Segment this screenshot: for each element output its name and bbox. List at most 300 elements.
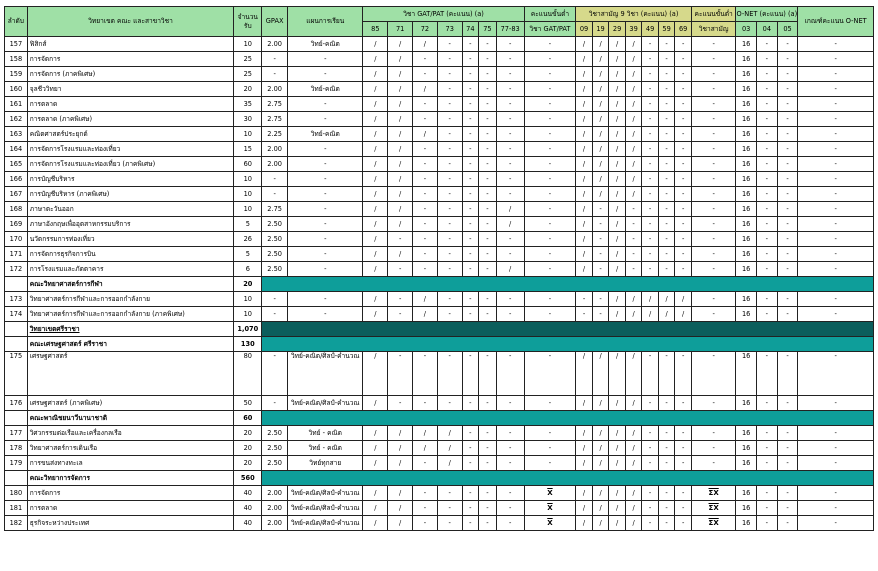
row-no: 181 (5, 501, 28, 516)
header-name: วิทยาเขต คณะ และสาขาวิชา (27, 7, 234, 37)
quota-cell: 20 (234, 441, 262, 456)
onet-cell: - (757, 396, 778, 411)
common-cell: / (625, 82, 642, 97)
faculty-row (5, 277, 874, 292)
onet-cell: 16 (736, 426, 757, 441)
common-cell: / (625, 142, 642, 157)
table-row (5, 307, 874, 322)
gat-cell: - (462, 52, 479, 67)
common-cell: / (576, 486, 593, 501)
onet-cell: - (777, 67, 798, 82)
program-name: การจัดการ (27, 486, 234, 501)
min-common-cell: - (691, 247, 735, 262)
plan-cell: - (288, 292, 363, 307)
common-cell: / (625, 396, 642, 411)
common-cell: / (609, 142, 626, 157)
min-common-cell: - (691, 187, 735, 202)
quota-cell: 40 (234, 516, 262, 531)
gat-col-72: 72 (413, 22, 438, 37)
common-cell: / (609, 217, 626, 232)
common-cell: - (675, 97, 692, 112)
common-cell: / (576, 67, 593, 82)
common-cell: / (592, 352, 609, 396)
gat-cell: / (363, 396, 388, 411)
onet-cell: - (777, 441, 798, 456)
onet-criteria-cell: - (798, 501, 874, 516)
row-no: 176 (5, 396, 28, 411)
row-no: 170 (5, 232, 28, 247)
gat-cell: - (413, 187, 438, 202)
plan-cell: วิทย์ทุกสาย (288, 456, 363, 471)
row-no (5, 322, 28, 337)
table-row (5, 37, 874, 52)
onet-criteria-cell: - (798, 292, 874, 307)
gat-cell: - (462, 217, 479, 232)
gat-cell: - (496, 142, 524, 157)
gat-cell: / (388, 441, 413, 456)
header-min-common-sub: วิชาสามัญ (691, 22, 735, 37)
gat-cell: - (479, 247, 497, 262)
gat-cell: - (496, 307, 524, 322)
onet-criteria-cell: - (798, 67, 874, 82)
common-cell: / (609, 501, 626, 516)
common-cell: - (642, 516, 659, 531)
table-row (5, 217, 874, 232)
gat-cell: - (462, 396, 479, 411)
common-cell: / (592, 82, 609, 97)
row-no: 160 (5, 82, 28, 97)
gpax-cell: 2.50 (262, 456, 288, 471)
min-common-cell: - (691, 217, 735, 232)
min-common-cell: - (691, 52, 735, 67)
gat-cell: - (462, 262, 479, 277)
gat-col-73: 73 (437, 22, 462, 37)
gat-cell: - (462, 456, 479, 471)
min-common-cell: - (691, 441, 735, 456)
plan-cell: - (288, 262, 363, 277)
common-cell: / (576, 262, 593, 277)
gat-cell: - (479, 142, 497, 157)
gat-cell: - (496, 157, 524, 172)
plan-cell: - (288, 172, 363, 187)
gat-cell: - (479, 292, 497, 307)
gat-cell: / (388, 456, 413, 471)
min-common-cell: - (691, 292, 735, 307)
onet-cell: - (777, 307, 798, 322)
gat-cell: - (479, 456, 497, 471)
gat-cell: / (363, 307, 388, 322)
gat-cell: - (462, 97, 479, 112)
gat-cell: - (437, 486, 462, 501)
gpax-cell: 2.00 (262, 142, 288, 157)
common-cell: / (625, 97, 642, 112)
table-row (5, 501, 874, 516)
common-cell: / (592, 501, 609, 516)
common-cell: / (609, 486, 626, 501)
common-cell: / (625, 486, 642, 501)
onet-cell: - (777, 127, 798, 142)
gat-cell: / (363, 82, 388, 97)
gat-cell: - (479, 516, 497, 531)
onet-criteria-cell: - (798, 202, 874, 217)
program-name: การจัดการโรงแรมและท่องเที่ยว (27, 142, 234, 157)
min-common-cell: - (691, 127, 735, 142)
common-cell: / (658, 292, 675, 307)
onet-cell: - (777, 426, 798, 441)
common-cell: - (675, 426, 692, 441)
gat-cell: / (363, 67, 388, 82)
gpax-cell: 2.50 (262, 217, 288, 232)
onet-cell: - (777, 501, 798, 516)
onet-criteria-cell: - (798, 172, 874, 187)
min-gat-cell: - (524, 52, 576, 67)
program-name: ภาษาตะวันออก (27, 202, 234, 217)
group-name: คณะวิทยาศาสตร์การกีฬา (27, 277, 234, 292)
gat-cell: - (496, 516, 524, 531)
common-cell: / (576, 441, 593, 456)
gat-cell: - (388, 352, 413, 396)
header-onet: O-NET (คะแนน) (a) (736, 7, 798, 22)
table-row (5, 142, 874, 157)
common-cell: / (609, 247, 626, 262)
program-name: การจัดการ (ภาคพิเศษ) (27, 67, 234, 82)
group-band (262, 277, 874, 292)
onet-cell: - (757, 352, 778, 396)
plan-cell: วิทย์-คณิต (288, 82, 363, 97)
common-cell: / (675, 292, 692, 307)
faculty-row (5, 471, 874, 486)
gat-cell: - (413, 142, 438, 157)
faculty-row (5, 337, 874, 352)
gat-cell: - (437, 82, 462, 97)
gat-cell: - (496, 292, 524, 307)
header-onet-criteria: เกณฑ์คะแนน O-NET (798, 7, 874, 37)
plan-cell: วิทย์-คณิต/ศิลป์-คำนวณ (288, 486, 363, 501)
onet-cell: 16 (736, 82, 757, 97)
onet-cell: 16 (736, 516, 757, 531)
gat-cell: - (479, 486, 497, 501)
common-cell: - (642, 456, 659, 471)
common-cell: / (609, 37, 626, 52)
onet-col-03: 03 (736, 22, 757, 37)
gat-cell: / (363, 441, 388, 456)
onet-cell: - (777, 352, 798, 396)
min-common-cell: - (691, 82, 735, 97)
common-cell: - (658, 486, 675, 501)
gat-cell: / (413, 441, 438, 456)
group-quota: 130 (234, 337, 262, 352)
min-common-cell: - (691, 456, 735, 471)
min-gat-cell: $\overline{X}$ (524, 501, 576, 516)
gat-cell: - (437, 97, 462, 112)
table-row (5, 97, 874, 112)
onet-cell: - (777, 217, 798, 232)
admission-table (4, 6, 874, 531)
common-cell: / (576, 142, 593, 157)
onet-cell: 16 (736, 97, 757, 112)
common-cell: - (642, 202, 659, 217)
common-cell: / (576, 52, 593, 67)
common-cell: - (675, 262, 692, 277)
onet-cell: 16 (736, 352, 757, 396)
onet-cell: - (777, 202, 798, 217)
gpax-cell: 2.50 (262, 426, 288, 441)
program-name: เศรษฐศาสตร์ (ภาคพิเศษ) (27, 396, 234, 411)
common-cell: / (576, 232, 593, 247)
min-gat-cell: - (524, 247, 576, 262)
gat-col-74: 74 (462, 22, 479, 37)
common-col-29: 29 (609, 22, 626, 37)
gat-cell: - (496, 187, 524, 202)
onet-cell: 16 (736, 202, 757, 217)
quota-cell: 10 (234, 292, 262, 307)
row-no: 182 (5, 516, 28, 531)
gpax-cell: 2.00 (262, 486, 288, 501)
min-common-cell: - (691, 37, 735, 52)
header-plan: แผนการเรียน (288, 7, 363, 37)
gpax-cell: 2.50 (262, 247, 288, 262)
gat-cell: - (413, 172, 438, 187)
gat-cell: - (437, 67, 462, 82)
gat-cell: - (388, 396, 413, 411)
onet-cell: - (777, 247, 798, 262)
gat-cell: / (388, 501, 413, 516)
onet-cell: 16 (736, 456, 757, 471)
row-no: 177 (5, 426, 28, 441)
common-cell: - (658, 352, 675, 396)
onet-criteria-cell: - (798, 486, 874, 501)
gat-cell: - (413, 202, 438, 217)
program-name: วิศวกรรมต่อเรือและเครื่องกลเรือ (27, 426, 234, 441)
onet-criteria-cell: - (798, 247, 874, 262)
gat-cell: / (413, 426, 438, 441)
gat-cell: - (496, 501, 524, 516)
program-name: การตลาด (27, 501, 234, 516)
min-gat-cell: - (524, 217, 576, 232)
common-cell: - (642, 352, 659, 396)
table-body (5, 37, 874, 531)
common-cell: - (658, 247, 675, 262)
plan-cell: - (288, 247, 363, 262)
common-cell: / (625, 516, 642, 531)
common-col-19: 19 (592, 22, 609, 37)
common-cell: / (576, 187, 593, 202)
gat-cell: / (363, 127, 388, 142)
common-cell: / (642, 307, 659, 322)
onet-cell: - (777, 52, 798, 67)
common-cell: / (576, 202, 593, 217)
gat-cell: - (462, 172, 479, 187)
quota-cell: 6 (234, 262, 262, 277)
min-gat-cell: - (524, 97, 576, 112)
program-name: เศรษฐศาสตร์ (27, 352, 234, 396)
common-cell: / (625, 37, 642, 52)
group-name: วิทยาเขตศรีราชา (27, 322, 234, 337)
gpax-cell: 2.50 (262, 441, 288, 456)
gpax-cell: 2.00 (262, 516, 288, 531)
common-cell: / (576, 456, 593, 471)
common-cell: - (658, 157, 675, 172)
gat-cell: - (437, 396, 462, 411)
common-cell: - (658, 232, 675, 247)
min-common-cell: - (691, 426, 735, 441)
min-gat-cell: - (524, 456, 576, 471)
gat-cell: / (363, 142, 388, 157)
plan-cell: - (288, 187, 363, 202)
gpax-cell: - (262, 307, 288, 322)
header-row-1 (5, 7, 874, 22)
quota-cell: 40 (234, 501, 262, 516)
common-cell: - (658, 112, 675, 127)
common-cell: / (609, 202, 626, 217)
min-gat-cell: - (524, 67, 576, 82)
min-gat-cell: - (524, 292, 576, 307)
gat-cell: - (462, 486, 479, 501)
common-cell: / (625, 172, 642, 187)
gat-cell: / (388, 516, 413, 531)
common-cell: - (675, 516, 692, 531)
header-gpax: GPAX (262, 7, 288, 37)
gat-cell: - (437, 127, 462, 142)
common-cell: - (658, 262, 675, 277)
gat-cell: - (437, 172, 462, 187)
row-no: 172 (5, 262, 28, 277)
gpax-cell: - (262, 352, 288, 396)
onet-cell: 16 (736, 501, 757, 516)
onet-criteria-cell: - (798, 187, 874, 202)
row-no: 162 (5, 112, 28, 127)
gpax-cell: 2.00 (262, 37, 288, 52)
common-cell: - (658, 142, 675, 157)
onet-cell: 16 (736, 172, 757, 187)
min-gat-cell: - (524, 262, 576, 277)
common-cell: / (625, 112, 642, 127)
gat-cell: - (437, 292, 462, 307)
common-cell: - (658, 217, 675, 232)
gat-cell: - (496, 172, 524, 187)
gat-cell: - (413, 516, 438, 531)
common-cell: - (675, 232, 692, 247)
common-cell: / (609, 172, 626, 187)
row-no: 165 (5, 157, 28, 172)
plan-cell: - (288, 112, 363, 127)
common-cell: / (592, 486, 609, 501)
common-cell: / (609, 516, 626, 531)
onet-cell: - (777, 142, 798, 157)
common-cell: / (592, 396, 609, 411)
gat-cell: / (388, 112, 413, 127)
common-cell: - (592, 307, 609, 322)
common-cell: - (642, 217, 659, 232)
onet-col-05: 05 (777, 22, 798, 37)
quota-cell: 60 (234, 157, 262, 172)
faculty-row (5, 411, 874, 426)
plan-cell: วิทย์-คณิต (288, 127, 363, 142)
row-no: 179 (5, 456, 28, 471)
gat-cell: - (437, 157, 462, 172)
gat-col-85: 85 (363, 22, 388, 37)
gat-cell: / (496, 217, 524, 232)
program-name: ธุรกิจระหว่างประเทศ (27, 516, 234, 531)
gat-cell: - (462, 82, 479, 97)
plan-cell: - (288, 142, 363, 157)
plan-cell: วิทย์-คณิต/ศิลป์-คำนวณ (288, 501, 363, 516)
common-cell: / (625, 352, 642, 396)
gat-cell: - (496, 97, 524, 112)
min-common-cell: $\overline{\Sigma X}$ (691, 486, 735, 501)
common-cell: / (625, 426, 642, 441)
onet-cell: 16 (736, 396, 757, 411)
gat-cell: / (363, 172, 388, 187)
onet-cell: - (777, 97, 798, 112)
gat-cell: / (388, 52, 413, 67)
gat-cell: - (496, 456, 524, 471)
onet-cell: - (777, 172, 798, 187)
gat-cell: / (496, 202, 524, 217)
gat-cell: - (462, 202, 479, 217)
gat-cell: - (479, 67, 497, 82)
program-name: การขนส่งทางทะเล (27, 456, 234, 471)
gat-cell: - (496, 127, 524, 142)
common-cell: - (675, 142, 692, 157)
table-row (5, 127, 874, 142)
gpax-cell: - (262, 172, 288, 187)
onet-cell: 16 (736, 127, 757, 142)
row-no: 161 (5, 97, 28, 112)
gat-cell: - (479, 426, 497, 441)
common-cell: - (675, 202, 692, 217)
group-name: คณะวิทยาการจัดการ (27, 471, 234, 486)
min-gat-cell: - (524, 37, 576, 52)
onet-cell: 16 (736, 67, 757, 82)
campus-row (5, 322, 874, 337)
table-row (5, 352, 874, 396)
gat-cell: - (388, 292, 413, 307)
row-no: 159 (5, 67, 28, 82)
common-cell: - (625, 247, 642, 262)
header-min-common: คะแนนขั้นต่ำ (691, 7, 735, 22)
quota-cell: 10 (234, 187, 262, 202)
gat-cell: - (479, 187, 497, 202)
gat-cell: / (363, 97, 388, 112)
common-cell: - (642, 187, 659, 202)
onet-cell: - (757, 202, 778, 217)
program-name: คณิตศาสตร์ประยุกต์ (27, 127, 234, 142)
program-name: ฟิสิกส์ (27, 37, 234, 52)
gat-col-71: 71 (388, 22, 413, 37)
onet-cell: 16 (736, 37, 757, 52)
onet-cell: 16 (736, 307, 757, 322)
gat-cell: - (479, 501, 497, 516)
onet-cell: 16 (736, 217, 757, 232)
gat-cell: / (363, 486, 388, 501)
common-cell: / (609, 456, 626, 471)
min-common-cell: - (691, 396, 735, 411)
table-row (5, 441, 874, 456)
onet-cell: - (777, 486, 798, 501)
min-common-cell: - (691, 232, 735, 247)
gat-cell: - (413, 52, 438, 67)
onet-cell: - (777, 232, 798, 247)
onet-criteria-cell: - (798, 232, 874, 247)
common-cell: / (592, 441, 609, 456)
onet-cell: - (757, 292, 778, 307)
onet-criteria-cell: - (798, 217, 874, 232)
common-cell: - (675, 352, 692, 396)
common-cell: - (642, 501, 659, 516)
row-no: 173 (5, 292, 28, 307)
gat-cell: - (437, 501, 462, 516)
